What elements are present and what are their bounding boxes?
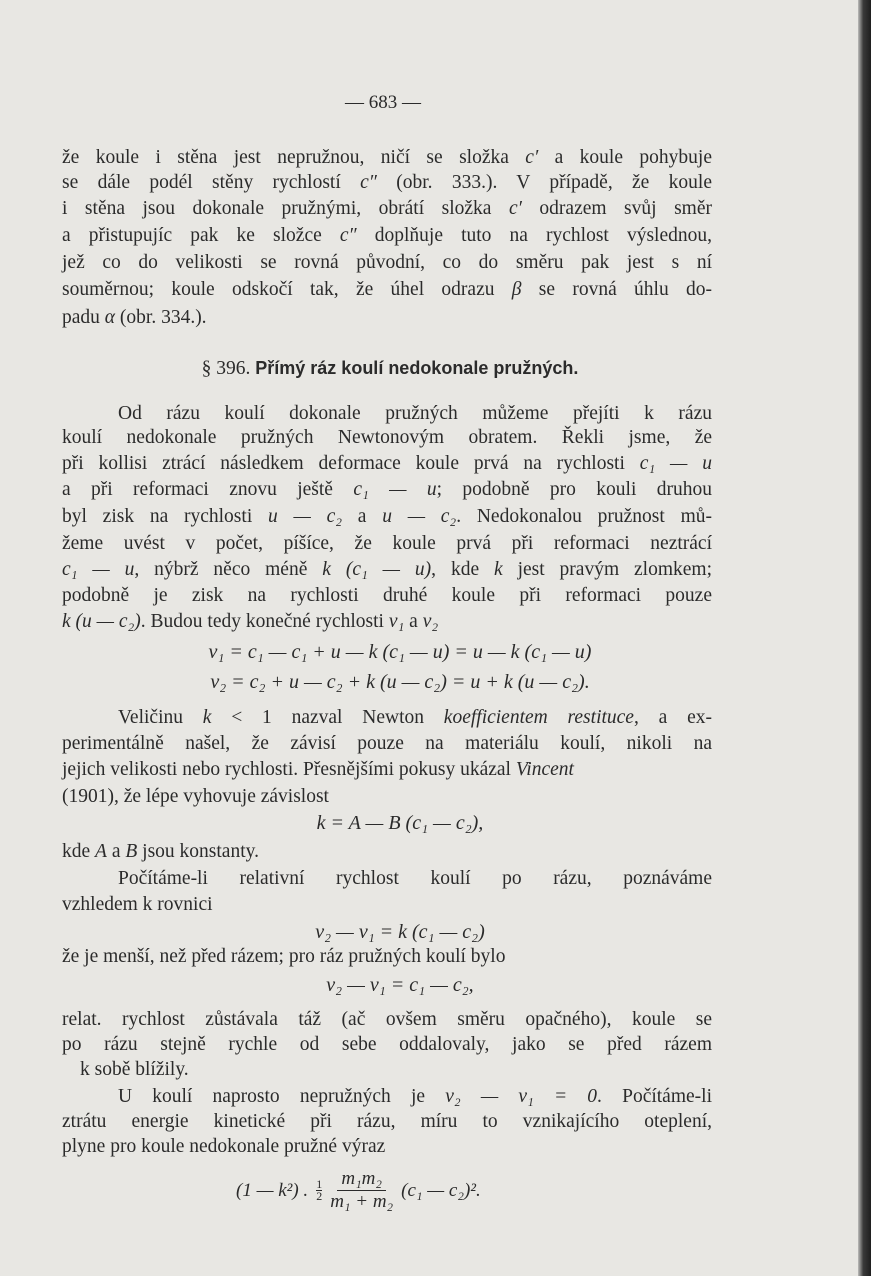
text-run: perimentálně našel, že závisí pouze na materiálu koulí, nikoli na: [62, 733, 712, 754]
text-run: doplňuje tuto na rychlost výslednou,: [356, 225, 712, 246]
text-run: že je menší, než před rázem; pro ráz pružných koulí bylo: [62, 946, 506, 967]
text-run: jest pravým zlomkem;: [502, 559, 713, 580]
text-line: [62, 1008, 712, 1032]
formula-prefix: (1 — k²) .: [236, 1179, 309, 1201]
math-run: β: [511, 279, 522, 300]
text-line: [62, 1135, 712, 1159]
math-run: c′: [508, 198, 522, 219]
text-run: . Budou tedy konečné rychlosti: [140, 611, 389, 632]
text-run: , kde: [431, 559, 495, 580]
text-line: [62, 224, 712, 248]
text-run: Od rázu koulí dokonale pružných můžeme přejíti k rázu: [118, 403, 712, 424]
text-run: a přistupujíc pak ke složce: [62, 225, 340, 246]
text-run: . Počítáme-li: [597, 1086, 712, 1107]
text-line: [62, 1110, 712, 1134]
math-run: v₂ = c₂ + u — c₂ + k (u — c₂) = u + k (u — c₂).: [210, 671, 590, 693]
math-run: c′: [525, 147, 539, 168]
text-line: [62, 610, 712, 634]
text-run: po rázu stejně rychle od sebe oddalovaly, jako se před rázem: [62, 1034, 712, 1055]
energy-loss-formula: [236, 1168, 481, 1213]
math-run: B: [125, 841, 138, 862]
text-line: [62, 278, 712, 302]
equation: [0, 920, 800, 944]
text-run: že koule i stěna jest nepružnou, ničí se složka: [62, 147, 526, 168]
math-run: k: [202, 707, 212, 728]
formula-suffix: (c₁ — c₂)².: [401, 1179, 481, 1201]
text-line: [62, 171, 712, 195]
text-line: [62, 306, 712, 330]
math-run: koefficientem restituce: [443, 707, 634, 728]
equation: [0, 640, 800, 664]
text-run: ; podobně pro kouli druhou: [436, 479, 712, 500]
math-run: v₂ — v₁ = c₁ — c₂,: [326, 974, 474, 996]
text-run: relat. rychlost zůstávala táž (ač ovšem směru opačného), koule se: [62, 1009, 712, 1030]
text-run: kde: [62, 841, 96, 862]
text-line: [62, 893, 712, 917]
text-run: . Nedokonalou pružnost mů-: [456, 506, 712, 527]
text-run: byl zisk na rychlosti: [62, 506, 268, 527]
math-run: c″: [360, 172, 377, 193]
text-line: [62, 758, 712, 782]
math-run: u — c₂: [267, 506, 343, 527]
text-run: a koule pohybuje: [538, 147, 712, 168]
fraction-denominator: m₁ + m₂: [330, 1191, 394, 1212]
text-run: se rovná úhlu do-: [521, 279, 712, 300]
text-run: k sobě blížily.: [80, 1059, 189, 1080]
math-run: c₁ — u: [639, 453, 712, 474]
text-line: [62, 251, 712, 275]
text-line: [118, 1085, 712, 1109]
math-run: v₂: [422, 611, 439, 632]
text-run: a: [342, 506, 383, 527]
math-run: c₁ — u: [62, 559, 135, 580]
text-line: [62, 505, 712, 529]
math-run: c″: [339, 225, 357, 246]
math-run: α: [104, 307, 116, 328]
text-run: a: [404, 611, 423, 632]
text-run: padu: [62, 307, 105, 328]
text-run: < 1 nazval Newton: [211, 707, 444, 728]
math-run: u — c₂: [382, 506, 457, 527]
text-line: [80, 1058, 730, 1082]
text-line: [62, 945, 712, 969]
section-heading: [0, 356, 780, 380]
text-line: [62, 840, 712, 864]
text-line: [118, 402, 712, 426]
equation: [0, 973, 800, 997]
text-line: [62, 732, 712, 756]
text-run: , a ex-: [633, 707, 712, 728]
text-run: (1901), že lépe vyhovuje závislost: [62, 786, 329, 807]
text-line: [62, 532, 712, 556]
text-line: [62, 197, 712, 221]
text-run: U koulí naprosto nepružných je: [118, 1086, 446, 1107]
math-run: c₁ — u: [353, 479, 437, 500]
text-run: podobně je zisk na rychlosti druhé koule při reformaci pouze: [62, 585, 712, 606]
fraction-numerator: m₁m₂: [337, 1168, 386, 1191]
text-line: [62, 584, 712, 608]
text-run: jejich velikosti nebo rychlosti. Přesnějšími pokusy ukázal: [62, 759, 516, 780]
math-run: Vincent: [515, 759, 574, 780]
text-run: se dále podél stěny rychlostí: [62, 172, 361, 193]
text-run: Veličinu: [118, 707, 203, 728]
mass-fraction: [330, 1168, 393, 1213]
text-line: [62, 426, 712, 450]
heading-title: Přímý ráz koulí nedokonale pružných.: [255, 358, 579, 378]
math-run: v₂ — v₁ = k (c₁ — c₂): [315, 921, 485, 943]
text-run: vzhledem k rovnici: [62, 894, 213, 915]
half-numerator: 1: [316, 1177, 323, 1191]
equation: [0, 811, 800, 835]
math-run: v₂ — v₁ = 0: [445, 1086, 598, 1107]
math-run: k (c₁ — u): [322, 559, 432, 580]
text-line: [62, 558, 712, 582]
text-run: žeme uvést v počet, píšíce, že koule prvá při reformaci neztrácí: [62, 533, 712, 554]
text-run: i stěna jsou dokonale pružnými, obrátí složka: [62, 198, 509, 219]
text-run: jsou konstanty.: [137, 841, 259, 862]
equation: [0, 670, 800, 694]
text-run: , nýbrž něco méně: [134, 559, 323, 580]
text-line: [62, 1033, 712, 1057]
text-run: § 396.: [201, 358, 256, 379]
math-run: A: [95, 841, 107, 862]
text-run: (obr. 333.). V případě, že koule: [376, 172, 712, 193]
half-denominator: 2: [316, 1189, 323, 1203]
text-run: při kollisi ztrácí následkem deformace koule prvá na rychlosti: [62, 453, 640, 474]
page-number: — 683 —: [345, 92, 421, 113]
math-run: k (u — c₂): [62, 611, 141, 632]
text-run: koulí nedokonale pružných Newtonovým obratem. Řekli jsme, že: [62, 427, 712, 448]
math-run: v₁ = c₁ — c₁ + u — k (c₁ — u) = u — k (c₁ — u): [208, 641, 592, 663]
text-line: [62, 452, 712, 476]
math-run: v₁: [388, 611, 405, 632]
page-edge-shadow: [858, 0, 871, 1276]
math-run: k = A — B (c₁ — c₂),: [316, 812, 484, 834]
text-line: [118, 867, 712, 891]
text-line: [62, 478, 712, 502]
text-run: odrazem svůj směr: [521, 198, 712, 219]
text-run: a: [106, 841, 126, 862]
math-run: k: [494, 559, 503, 580]
formula-half: [316, 1179, 322, 1202]
text-run: (obr. 334.).: [115, 307, 207, 328]
text-line: [62, 146, 712, 170]
text-run: ztrátu energie kinetické při rázu, míru to vznikajícího oteplení,: [62, 1111, 712, 1132]
text-run: Počítáme-li relativní rychlost koulí po rázu, poznáváme: [118, 868, 712, 889]
text-run: souměrnou; koule odskočí tak, že úhel odrazu: [62, 279, 512, 300]
text-run: a při reformaci znovu ještě: [62, 479, 354, 500]
text-run: jež co do velikosti se rovná původní, co do směru pak jest s ní: [62, 252, 712, 273]
text-run: plyne pro koule nedokonale pružné výraz: [62, 1136, 386, 1157]
text-line: [62, 785, 712, 809]
text-line: [118, 706, 712, 730]
